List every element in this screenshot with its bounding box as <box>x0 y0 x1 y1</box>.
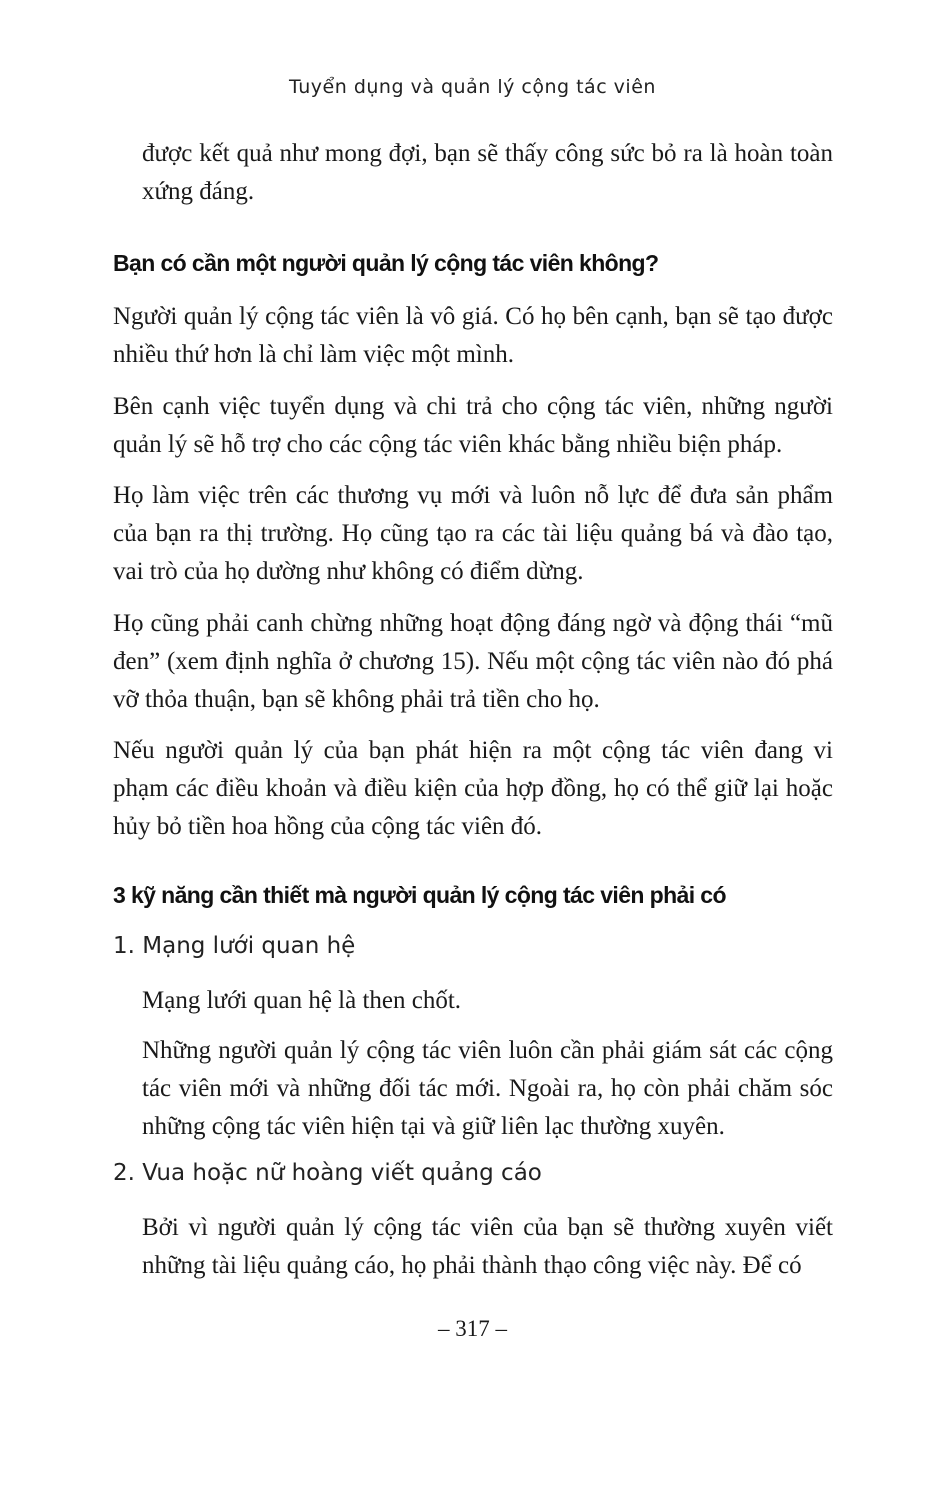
section-heading-1: Bạn có cần một người quản lý cộng tác viên không? <box>113 250 659 276</box>
list-item-title-2: 2. Vua hoặc nữ hoàng viết quảng cáo <box>113 1160 542 1186</box>
running-head: Tuyển dụng và quản lý cộng tác viên <box>289 76 656 98</box>
list-item-title-1: 1. Mạng lưới quan hệ <box>113 933 356 959</box>
section-heading-2: 3 kỹ năng cần thiết mà người quản lý cộng tác viên phải có <box>113 882 726 908</box>
continuation-paragraph: được kết quả như mong đợi, bạn sẽ thấy công sức bỏ ra là hoàn toàn xứng đáng. <box>142 140 833 205</box>
list-item-2-paragraph-1: Bởi vì người quản lý cộng tác viên của bạn sẽ thường xuyên viết những tài liệu quảng cáo, họ phải thành thạo công việc này. Để có <box>142 1214 833 1279</box>
paragraph-4: Họ cũng phải canh chừng những hoạt động đáng ngờ và động thái “mũ đen” (xem định nghĩa ở chương 15). Nếu một cộng tác viên nào đó phá vỡ thỏa thuận, bạn sẽ không phải trả tiền cho họ. <box>113 610 833 713</box>
paragraph-1: Người quản lý cộng tác viên là vô giá. Có họ bên cạnh, bạn sẽ tạo được nhiều thứ hơn là chỉ làm việc một mình. <box>113 303 833 368</box>
list-item-1-paragraph-1: Mạng lưới quan hệ là then chốt. <box>142 987 462 1014</box>
paragraph-3: Họ làm việc trên các thương vụ mới và luôn nỗ lực để đưa sản phẩm của bạn ra thị trường. Họ cũng tạo ra các tài liệu quảng bá và đào tạo, vai trò của họ dường như không có điểm dừng. <box>113 482 833 585</box>
paragraph-5: Nếu người quản lý của bạn phát hiện ra một cộng tác viên đang vi phạm các điều khoản và điều kiện của hợp đồng, họ có thể giữ lại hoặc hủy bỏ tiền hoa hồng của cộng tác viên đó. <box>113 737 833 840</box>
list-item-1-paragraph-2: Những người quản lý cộng tác viên luôn cần phải giám sát các cộng tác viên mới và những đối tác mới. Ngoài ra, họ còn phải chăm sóc những cộng tác viên hiện tại và giữ liên lạc thường xuyên. <box>142 1037 833 1140</box>
page-number: – 317 – <box>438 1316 507 1341</box>
paragraph-2: Bên cạnh việc tuyển dụng và chi trả cho cộng tác viên, những người quản lý sẽ hỗ trợ cho các cộng tác viên khác bằng nhiều biện pháp. <box>113 393 833 458</box>
